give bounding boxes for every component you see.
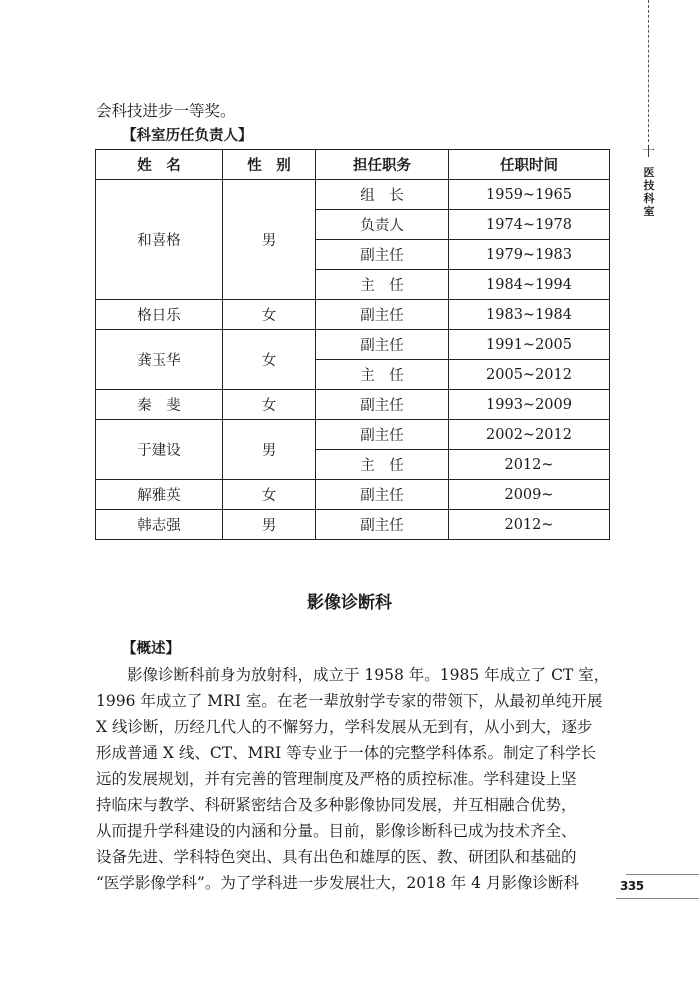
side-tab-char: 技: [643, 179, 655, 192]
header-gender: 性 别: [223, 150, 316, 180]
cell-term: 1979~1983: [449, 240, 610, 270]
header-term: 任职时间: [449, 150, 610, 180]
page-number: 335: [620, 879, 644, 893]
paragraph-line: 远的发展规划，并有完善的管理制度及严格的质控标准。学科建设上坚: [96, 770, 577, 788]
cell-position: 主 任: [316, 450, 449, 480]
paragraph-line: 1996 年成立了 MRI 室。在老一辈放射学专家的带领下，从最初单纯开展: [96, 692, 603, 710]
side-tab-char: 科: [643, 192, 655, 205]
cell-position: 主 任: [316, 270, 449, 300]
paragraph-line: 影像诊断科前身为放射科，成立于 1958 年。1985 年成立了 CT 室，: [96, 666, 610, 684]
cell-gender: 女: [223, 390, 316, 420]
cell-position: 组 长: [316, 180, 449, 210]
cell-gender: 女: [223, 480, 316, 510]
paragraph-line: 设备先进、学科特色突出、具有出色和雄厚的医、教、研团队和基础的: [96, 848, 577, 866]
cell-term: 1983~1984: [449, 300, 610, 330]
cell-position: 副主任: [316, 510, 449, 540]
cell-gender: 男: [223, 180, 316, 300]
cell-term: 2005~2012: [449, 360, 610, 390]
table-row: [96, 330, 610, 360]
cell-name: 格日乐: [96, 300, 223, 330]
table-row: [96, 180, 610, 210]
table-row: [96, 420, 610, 450]
table-header-row: [96, 150, 610, 180]
cell-gender: 男: [223, 510, 316, 540]
paragraph-line: X 线诊断，历经几代人的不懈努力，学科发展从无到有，从小到大，逐步: [96, 718, 593, 736]
page-number-rule: [626, 874, 699, 875]
cell-term: 2009~: [449, 480, 610, 510]
section-title: 影像诊断科: [307, 593, 392, 613]
cell-name: 于建设: [96, 420, 223, 480]
cell-term: 2012~: [449, 450, 610, 480]
paragraph-line: 持临床与教学、科研紧密结合及多种影像协同发展，并互相融合优势，: [96, 796, 577, 814]
cell-term: 1991~2005: [449, 330, 610, 360]
table-row: [96, 510, 610, 540]
cell-name: 和喜格: [96, 180, 223, 300]
cell-name: 秦 斐: [96, 390, 223, 420]
paragraph-line: “医学影像学科”。为了学科进一步发展壮大，2018 年 4 月影像诊断科: [96, 874, 579, 892]
cell-position: 副主任: [316, 420, 449, 450]
side-tab-dotted-line: [648, 0, 649, 142]
side-tab-label: [641, 166, 657, 218]
header-name: 姓 名: [96, 150, 223, 180]
side-tab-char: 医: [643, 166, 655, 179]
table-row: [96, 480, 610, 510]
overview-heading: 【概述】: [122, 641, 180, 657]
cell-term: 1993~2009: [449, 390, 610, 420]
cell-position: 副主任: [316, 330, 449, 360]
header-position: 担任职务: [316, 150, 449, 180]
table-row: [96, 390, 610, 420]
paragraph-line: 形成普通 X 线、CT、MRI 等专业于一体的完整学科体系。制定了科学长: [96, 744, 597, 762]
cell-term: 1984~1994: [449, 270, 610, 300]
table-row: [96, 300, 610, 330]
cell-name: 龚玉华: [96, 330, 223, 390]
cell-position: 副主任: [316, 300, 449, 330]
table-heading: 【科室历任负责人】: [122, 128, 253, 144]
side-tab-mark: 十: [642, 145, 656, 160]
cell-position: 副主任: [316, 390, 449, 420]
cell-term: 2012~: [449, 510, 610, 540]
cell-position: 副主任: [316, 480, 449, 510]
cell-term: 1974~1978: [449, 210, 610, 240]
cell-gender: 女: [223, 300, 316, 330]
side-tab-char: 室: [643, 205, 655, 218]
cell-position: 负责人: [316, 210, 449, 240]
cell-gender: 女: [223, 330, 316, 390]
cell-term: 1959~1965: [449, 180, 610, 210]
cell-name: 韩志强: [96, 510, 223, 540]
paragraph-line: 从而提升学科建设的内涵和分量。目前，影像诊断科已成为技术齐全、: [96, 822, 577, 840]
cell-gender: 男: [223, 420, 316, 480]
leaders-table: [95, 149, 610, 540]
cell-name: 解雅英: [96, 480, 223, 510]
cell-position: 副主任: [316, 240, 449, 270]
intro-line: 会科技进步一等奖。: [96, 102, 236, 120]
cell-position: 主 任: [316, 360, 449, 390]
cell-term: 2002~2012: [449, 420, 610, 450]
page-number-rule: [616, 898, 699, 899]
